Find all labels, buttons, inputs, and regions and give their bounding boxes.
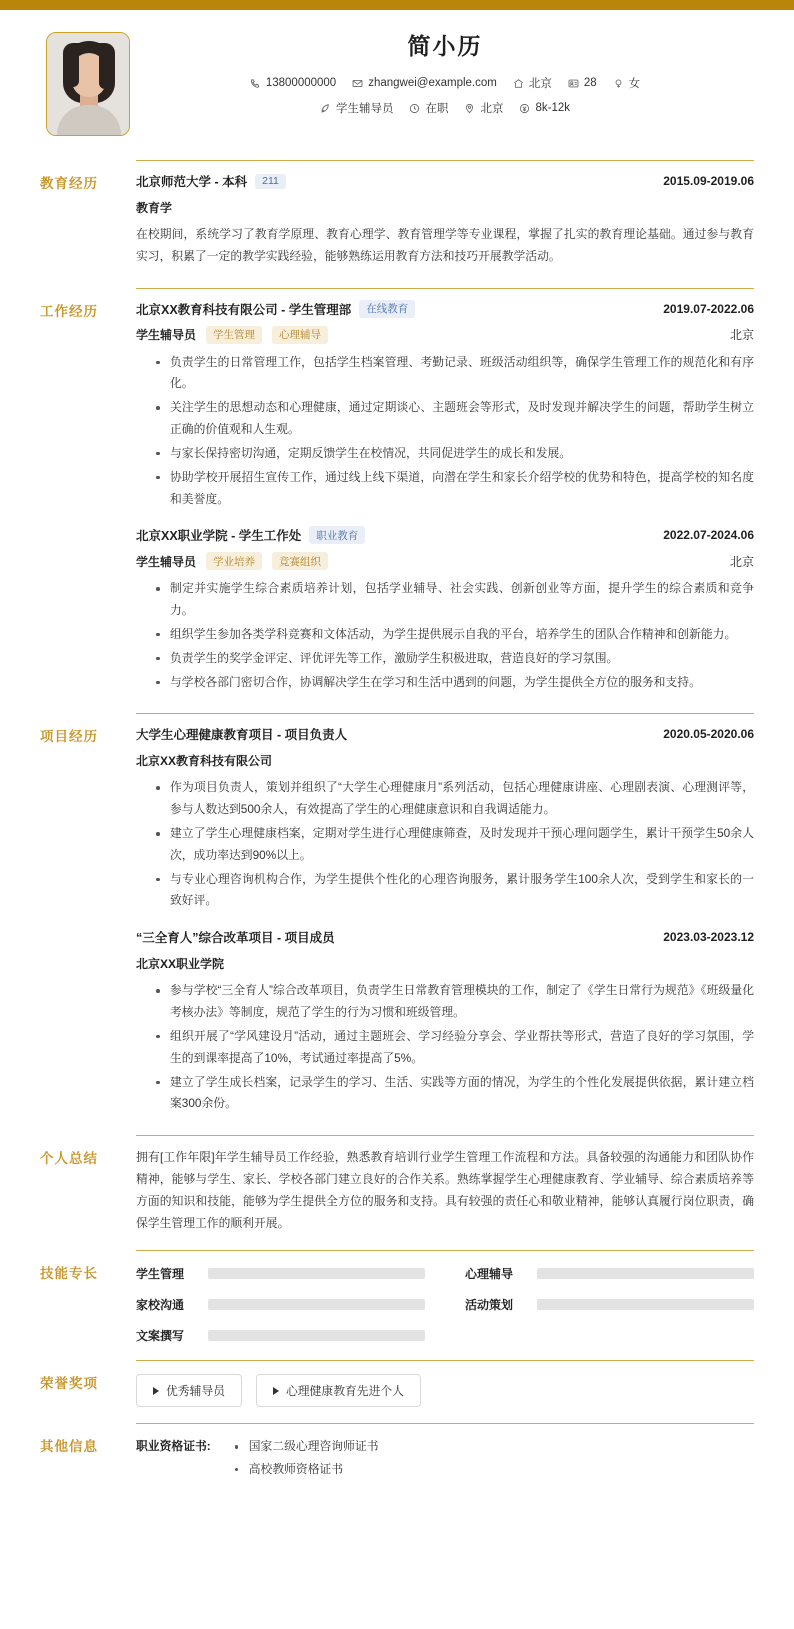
entry-title: 北京师范大学 - 本科 [136,175,248,189]
entry-description: 在校期间，系统学习了教育学原理、教育心理学、教育管理学等专业课程，掌握了扎实的教育理论基础。通过参与教育实习，积累了一定的教学实践经验，能够熟练运用教育方法和技巧开展教学活动。 [136,227,754,263]
other-info-item: 高校教师资格证书 [235,1458,379,1480]
entry-head [136,526,754,544]
entry-city: 北京 [729,554,754,569]
entry-title: 北京XX职业学院 - 学生工作处 [136,529,302,544]
location-icon [464,103,475,114]
entry-bullets [136,578,754,693]
entry-head [136,725,754,743]
job-position-text: 学生辅导员 [335,103,394,115]
entry-bullets [136,777,754,912]
contact-phone [250,75,336,91]
job-status [409,100,448,116]
other-info-line [136,1435,754,1480]
salary-icon [519,103,530,114]
entry-city: 北京 [729,328,754,343]
skill-item [136,1265,425,1282]
entry-title-wrap [136,300,415,318]
entry-title-wrap [136,928,335,946]
bullet-item: 协助学校开展招生宣传工作，通过线上线下渠道，向潜在学生和家长介绍学校的优势和特色，提高学校的知名度和美誉度。 [156,467,754,511]
phone-icon [250,78,261,89]
entry-title: “三全育人”综合改革项目 - 项目成员 [136,931,335,946]
awards-list [136,1372,754,1407]
job-position [320,100,394,116]
bullet-item: 负责学生的奖学金评定、评优评先等工作，激励学生积极进取，营造良好的学习氛围。 [156,648,754,670]
entry-date: 2015.09-2019.06 [663,174,754,188]
contact-hometown [513,75,552,91]
entry-company: 北京XX教育科技有限公司 [136,754,273,769]
play-triangle-icon [153,1387,159,1395]
skill-item [136,1296,425,1313]
entry-role-tag: 心理辅导 [272,326,328,344]
contact-email [352,75,497,91]
section-label-summary: 个人总结 [40,1151,98,1167]
job-city-text: 北京 [480,103,504,115]
job-status-text: 在职 [425,103,449,115]
entry-head [136,300,754,318]
avatar [46,32,130,136]
section-summary [0,1135,794,1234]
job-intent-row [136,100,754,116]
section-body-projects [136,713,754,1119]
award-label: 心理健康教育先进个人 [286,1384,404,1399]
education-entry [136,172,754,268]
entry-date: 2019.07-2022.06 [663,301,754,316]
section-work [0,288,794,698]
entry-title: 北京XX教育科技有限公司 - 学生管理部 [136,302,352,317]
section-awards [0,1360,794,1407]
home-icon [513,78,524,89]
skill-label: 活动策划 [465,1298,514,1313]
entry-role: 学生辅导员 [136,328,197,343]
other-info-item: 国家二级心理咨询师证书 [235,1435,379,1457]
target-icon [320,103,331,114]
project-entry [136,928,754,1115]
other-info-list [217,1435,379,1480]
contact-gender [613,75,641,91]
project-entry [136,725,754,912]
resume-header [0,10,794,144]
work-entry [136,526,754,693]
bullet-item: 作为项目负责人，策划并组织了“大学生心理健康月”系列活动，包括心理健康讲座、心理剧表演、心理测评等，参与人数达到500余人，有效提高了学生的心理健康意识和自我调适能力。 [156,777,754,821]
entry-role: 学生辅导员 [136,554,197,569]
contact-age-text: 28 [583,77,597,89]
section-education [0,160,794,272]
entry-date: 2022.07-2024.06 [663,528,754,543]
other-info-key: 职业资格证书: [136,1439,211,1454]
entry-role-row [136,552,754,570]
avatar-container [40,26,136,136]
contact-phone-text: 13800000000 [265,77,337,89]
entry-tag: 211 [255,174,286,189]
bullet-item: 参与学校“三全育人”综合改革项目，负责学生日常教育管理模块的工作，制定了《学生日常行为规范》《班级量化考核办法》等制度，规范了学生的行为习惯和班级管理。 [156,980,754,1024]
entry-bullets [136,352,754,511]
section-body-awards [136,1360,754,1407]
bullet-item: 组织学生参加各类学科竞赛和文体活动，为学生提供展示自我的平台，培养学生的团队合作精神和创新能力。 [156,624,754,646]
section-body-other [136,1423,754,1480]
id-icon [568,78,579,89]
job-city [464,100,503,116]
skill-label: 学生管理 [136,1267,185,1282]
section-skills [0,1250,794,1344]
job-salary [519,100,570,116]
award-chip [256,1374,421,1407]
entry-head [136,928,754,946]
section-label-other: 其他信息 [40,1439,98,1455]
entry-date: 2020.05-2020.06 [663,727,754,742]
section-projects [0,713,794,1119]
entry-role-tag: 学生管理 [206,326,262,344]
entry-title: 大学生心理健康教育项目 - 项目负责人 [136,728,348,743]
bullet-item: 建立了学生心理健康档案，定期对学生进行心理健康筛查，及时发现并干预心理问题学生，累计干预学生50余人次，成功率达到90%以上。 [156,823,754,867]
play-triangle-icon [273,1387,279,1395]
entry-title-wrap [136,172,286,190]
mail-icon [352,78,363,89]
skill-label: 文案撰写 [136,1329,185,1344]
section-label-work: 工作经历 [40,303,98,319]
bullet-item: 制定并实施学生综合素质培养计划，包括学业辅导、社会实践、创新创业等方面，提升学生的综合素质和竞争力。 [156,578,754,622]
bullet-item: 与家长保持密切沟通，定期反馈学生在校情况，共同促进学生的成长和发展。 [156,443,754,465]
entry-role-wrap [136,326,328,344]
top-accent-bar [0,0,794,10]
skill-item [136,1327,425,1344]
bullet-item: 与专业心理咨询机构合作，为学生提供个性化的心理咨询服务，累计服务学生100余人次，受到学生和家长的一致好评。 [156,869,754,913]
summary-text: 拥有[工作年限]年学生辅导员工作经验，熟悉教育培训行业学生管理工作流程和方法。具备较强的沟通能力和团队协作精神，能够与学生、家长、学校各部门建立良好的合作关系。熟练掌握学生心理健康教育、学业辅导、综合素质培养等方面的知识和技能，能够为学生提供全方位的服务和支持。具有较强的责任心和敬业精神，能够认真履行岗位职责，确保学生管理工作的顺利开展。 [136,1150,754,1230]
skill-item [465,1296,754,1313]
bullet-item: 组织开展了“学风建设月”活动，通过主题班会、学习经验分享会、学业帮扶等形式，营造了良好的学习氛围，学生的到课率提高了10%，考试通过率提高了5%。 [156,1026,754,1070]
contact-email-text: zhangwei@example.com [368,77,497,89]
job-salary-text: 8k-12k [535,102,571,114]
bullet-item: 与学校各部门密切合作，协调解决学生在学习和生活中遇到的问题，为学生提供全方位的服务和支持。 [156,672,754,694]
entry-major: 教育学 [136,201,173,215]
gender-icon [613,78,624,89]
section-other [0,1423,794,1504]
contact-hometown-text: 北京 [528,78,552,90]
header-main [136,26,754,125]
skills-grid [136,1262,754,1344]
skill-label: 家校沟通 [136,1298,185,1313]
section-label-education: 教育经历 [40,176,98,191]
entry-head [136,172,754,190]
skill-bar-track [208,1268,425,1279]
skill-item [465,1265,754,1282]
contact-age [568,75,597,91]
entry-company: 北京XX职业学院 [136,957,225,972]
award-label: 优秀辅导员 [166,1384,225,1399]
page-title: 简小历 [407,33,483,59]
bullet-item: 关注学生的思想动态和心理健康，通过定期谈心、主题班会等形式，及时发现并解决学生的问题，帮助学生树立正确的价值观和人生观。 [156,397,754,441]
entry-role-row [136,326,754,344]
entry-role-tag: 竞赛组织 [272,552,328,570]
award-chip [136,1374,242,1407]
entry-date: 2023.03-2023.12 [663,930,754,945]
entry-title-wrap [136,526,365,544]
entry-role-tag: 学业培养 [206,552,262,570]
section-label-projects: 项目经历 [40,729,98,745]
skill-bar-track [537,1268,754,1279]
skill-bar-track [208,1330,425,1341]
work-entry [136,300,754,511]
section-body-education [136,160,754,272]
section-label-awards: 荣誉奖项 [40,1376,98,1392]
entry-tag: 职业教育 [309,526,365,544]
bullet-item: 负责学生的日常管理工作，包括学生档案管理、考勤记录、班级活动组织等，确保学生管理工作的规范化和有序化。 [156,352,754,396]
entry-tag: 在线教育 [359,300,415,318]
contact-gender-text: 女 [628,78,641,90]
entry-role-wrap [136,552,328,570]
entry-title-wrap [136,725,347,743]
bullet-item: 建立了学生成长档案，记录学生的学习、生活、实践等方面的情况，为学生的个性化发展提供依据，累计建立档案300余份。 [156,1072,754,1116]
section-body-skills [136,1250,754,1344]
entry-bullets [136,980,754,1115]
section-body-summary [136,1135,754,1234]
section-label-skills: 技能专长 [40,1266,98,1282]
status-icon [409,103,420,114]
skill-label: 心理辅导 [465,1267,514,1282]
contact-row [136,75,754,91]
section-body-work [136,288,754,698]
skill-bar-track [537,1299,754,1310]
skill-bar-track [208,1299,425,1310]
